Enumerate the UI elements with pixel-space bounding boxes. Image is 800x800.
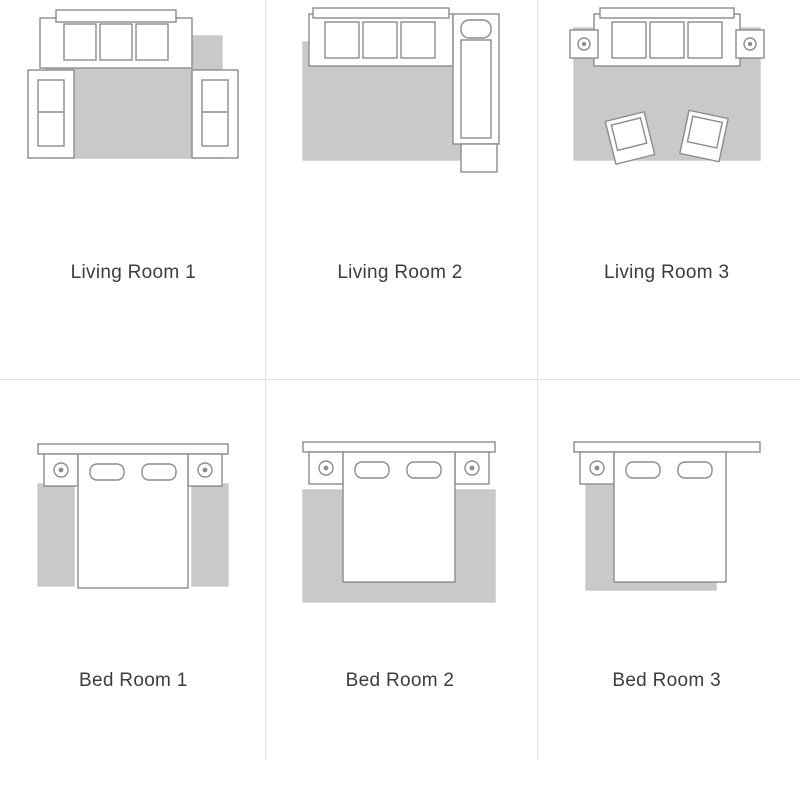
armchair-right-seat xyxy=(202,80,228,146)
cell-living-room-2[interactable] xyxy=(267,0,534,380)
cell-caption: Living Room 1 xyxy=(70,262,196,283)
runner-rug-right xyxy=(192,484,228,586)
pillow-left xyxy=(355,462,389,478)
headboard xyxy=(303,442,495,452)
cell-living-room-3[interactable] xyxy=(533,0,800,380)
cell-caption: Living Room 3 xyxy=(603,262,730,283)
pillow-right xyxy=(142,464,176,480)
sofa-cushion-2 xyxy=(650,22,684,58)
sofa-cushion-2 xyxy=(100,24,132,60)
headboard xyxy=(38,444,228,454)
sofa-cushion-3 xyxy=(688,22,722,58)
sofa-cushion-1 xyxy=(64,24,96,60)
cell-living-room-1[interactable] xyxy=(0,0,267,380)
headboard xyxy=(574,442,760,452)
pillow-left xyxy=(90,464,124,480)
diagram-bed-room-2 xyxy=(267,420,534,655)
cell-bed-room-3[interactable] xyxy=(533,380,800,760)
diagram-living-room-1 xyxy=(0,0,267,255)
diagram-bed-room-1 xyxy=(0,420,267,655)
cell-caption: Bed Room 2 xyxy=(345,670,455,691)
cell-caption: Bed Room 3 xyxy=(612,670,721,691)
diagram-living-room-2 xyxy=(267,0,534,255)
sofa-cushion-3 xyxy=(401,22,435,58)
runner-rug-left xyxy=(38,484,74,586)
diagram-bed-room-3 xyxy=(533,420,800,655)
ottoman-right xyxy=(680,110,728,161)
cell-caption: Bed Room 1 xyxy=(79,670,188,691)
pillow-right xyxy=(678,462,712,478)
sofa-cushion-2 xyxy=(363,22,397,58)
armchair-left-seat xyxy=(38,80,64,146)
grid-divider-vertical-2 xyxy=(537,0,538,760)
diagram-living-room-3 xyxy=(533,0,800,255)
sofa-back xyxy=(600,8,734,18)
pillow-left xyxy=(626,462,660,478)
sofa-cushion-3 xyxy=(136,24,168,60)
sofa-back xyxy=(56,10,176,22)
cell-bed-room-1[interactable] xyxy=(0,380,267,760)
grid-divider-horizontal xyxy=(0,379,800,380)
sofa-cushion-1 xyxy=(612,22,646,58)
chaise-seat xyxy=(461,40,491,138)
sofa-back xyxy=(313,8,449,18)
cell-caption: Living Room 2 xyxy=(337,262,463,283)
cell-bed-room-2[interactable] xyxy=(267,380,534,760)
chaise-pillow xyxy=(461,20,491,38)
sofa-cushion-1 xyxy=(325,22,359,58)
grid-divider-vertical-1 xyxy=(265,0,266,760)
pillow-right xyxy=(407,462,441,478)
side-table xyxy=(461,144,497,172)
